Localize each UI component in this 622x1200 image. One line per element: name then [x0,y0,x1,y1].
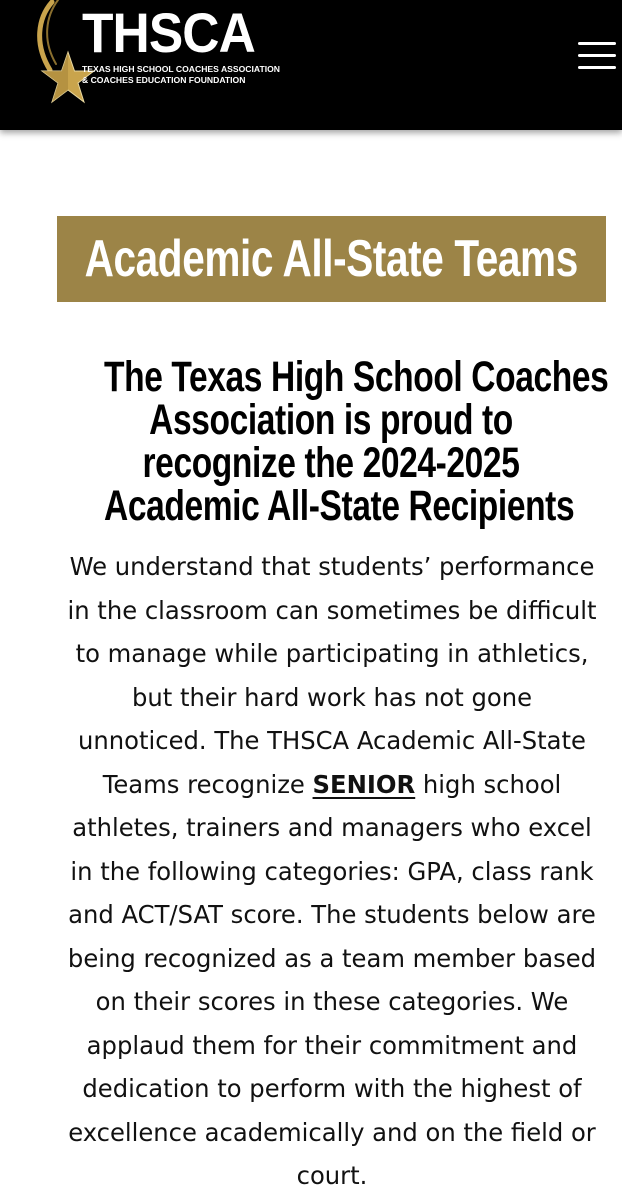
intro-text: Teams recognize [102,769,313,799]
intro-line: We understand that students’ performance [69,552,595,581]
intro-line: in the classroom can sometimes be difficult [67,595,597,625]
intro-line: in the following categories: GPA, class rank [70,856,594,886]
headline-line: Academic All-State Recipients [104,482,575,530]
page-headline [40,353,622,530]
intro-text: high school [415,769,562,799]
headline-line: Association is proud to [149,396,513,444]
intro-line: and ACT/SAT score. The students below are [68,900,596,929]
hamburger-menu-icon[interactable] [578,40,616,72]
section-banner [57,216,606,302]
intro-line: but their hard work has not gone [131,682,533,712]
intro-line: unnoticed. The THSCA Academic All-State [78,726,586,755]
intro-line: court. [296,1161,368,1190]
logo-subtitle-line-1: TEXAS HIGH SCHOOL COACHES ASSOCIATION [82,64,280,74]
site-header [0,0,622,130]
banner-title: Academic All-State Teams [84,230,579,288]
intro-line: being recognized as a team member based [67,943,597,973]
thsca-logo[interactable] [30,0,280,120]
intro-line: athletes, trainers and managers who excel [72,813,592,842]
intro-line: applaud them for their commitment and [86,1030,578,1060]
intro-paragraph [50,545,614,1198]
senior-emphasis: SENIOR [312,769,416,799]
intro-line: to manage while participating in athletics, [75,639,589,668]
logo-title: THSCA [82,1,255,64]
headline-line: The Texas High School Coaches [104,353,609,401]
headline-line: recognize the 2024-2025 [142,439,520,487]
intro-line: on their scores in these categories. We [95,987,569,1016]
logo-subtitle-line-2: & COACHES EDUCATION FOUNDATION [82,75,246,85]
intro-line-senior [53,763,611,807]
intro-line: dedication to perform with the highest of [82,1074,582,1103]
intro-line: excellence academically and on the field or [68,1117,596,1147]
